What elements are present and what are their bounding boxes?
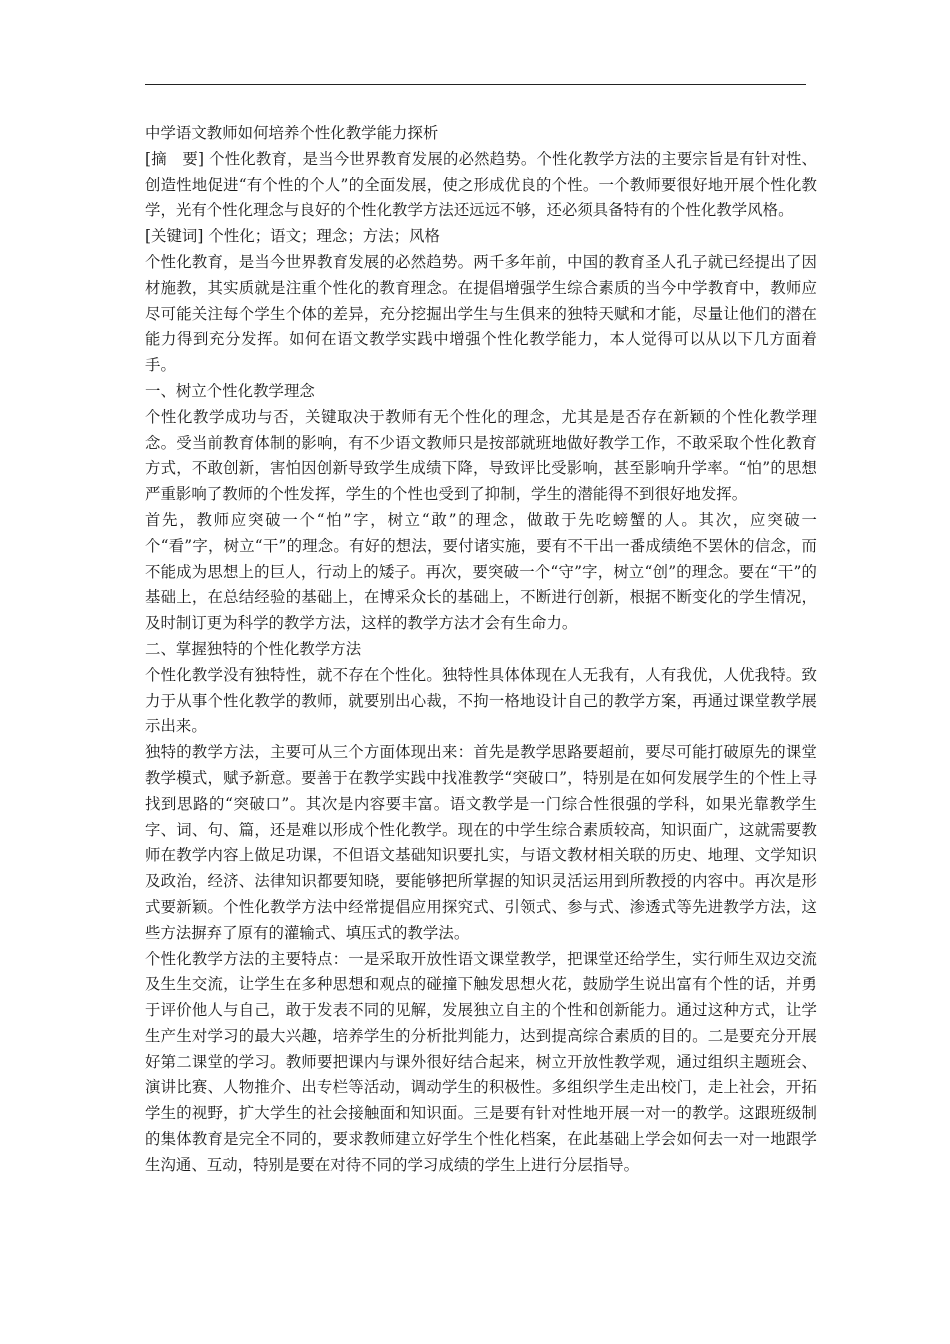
abstract-paragraph: [摘 要] 个性化教育，是当今世界教育发展的必然趋势。个性化教学方法的主要宗旨是有针对性、创造性地促进“有个性的个人”的全面发展，使之形成优良的个性。一个教师要很好地开展个性化教学，光有个性化理念与良好的个性化教学方法还远远不够，还必须具备特有的个性化教学风格。 bbox=[145, 149, 817, 220]
document-body bbox=[145, 121, 817, 1179]
document-title: 中学语文教师如何培养个性化教学能力探析 bbox=[145, 124, 439, 142]
body-paragraph: 独特的教学方法，主要可从三个方面体现出来：首先是教学思路要超前，要尽可能打破原先的课堂教学模式，赋予新意。要善于在教学实践中找准教学“突破口”，特别是在如何发展学生的个性上寻找到思路的“突破口”。其次是内容要丰富。语文教学是一门综合性很强的学科，如果光靠教学生字、词、句、篇，还是难以形成个性化教学。现在的中学生综合素质较高，知识面广，这就需要教师在教学内容上做足功课，不但语文基础知识要扎实，与语文教材相关联的历史、地理、文学知识及政治，经济、法律知识都要知晓，要能够把所掌握的知识灵活运用到所教授的内容中。再次是形式要新颖。个性化教学方法中经常提倡应用探究式、引领式、参与式、渗透式等先进教学方法，这些方法摒弃了原有的灌输式、填压式的教学法。 bbox=[145, 743, 817, 942]
body-paragraph: 个性化教学没有独特性，就不存在个性化。独特性具体体现在人无我有，人有我优，人优我特。致力于从事个性化教学的教师，就要别出心裁，不拘一格地设计自己的教学方案，再通过课堂教学展示出来。 bbox=[145, 665, 817, 736]
body-paragraph: 个性化教学方法的主要特点：一是采取开放性语文课堂教学，把课堂还给学生，实行师生双边交流及生生交流，让学生在多种思想和观点的碰撞下触发思想火花，鼓励学生说出富有个性的话，并勇于评价他人与自己，敢于发表不同的见解，发展独立自主的个性和创新能力。通过这种方式，让学生产生对学习的最大兴趣，培养学生的分析批判能力，达到提高综合素质的目的。二是要充分开展好第二课堂的学习。教师要把课内与课外很好结合起来，树立开放性教学观，通过组织主题班会、演讲比赛、人物推介、出专栏等活动，调动学生的积极性。多组织学生走出校门，走上社会，开拓学生的视野，扩大学生的社会接触面和知识面。三是要有针对性地开展一对一的教学。这跟班级制的集体教育是完全不同的，要求教师建立好学生个性化档案，在此基础上学会如何去一对一地跟学生沟通、互动，特别是要在对待不同的学习成绩的学生上进行分层指导。 bbox=[145, 949, 817, 1174]
section-heading-2: 二、掌握独特的个性化教学方法 bbox=[145, 639, 362, 658]
header-rule bbox=[145, 84, 806, 85]
body-paragraph: 个性化教学成功与否，关键取决于教师有无个性化的理念，尤其是是否存在新颖的个性化教学理念。受当前教育体制的影响，有不少语文教师只是按部就班地做好教学工作，不敢采取个性化教育方式，不敢创新，害怕因创新导致学生成绩下降，导致评比受影响，甚至影响升学率。“怕”的思想严重影响了教师的个性发挥，学生的个性也受到了抑制，学生的潜能得不到很好地发挥。 bbox=[145, 407, 817, 504]
section-heading-1: 一、树立个性化教学理念 bbox=[145, 381, 315, 400]
body-paragraph: 首先，教师应突破一个“怕”字，树立“敢”的理念，做敢于先吃螃蟹的人。其次，应突破一个“看”字，树立“干”的理念。有好的想法，要付诸实施，要有不干出一番成绩绝不罢休的信念，而不能成为思想上的巨人，行动上的矮子。再次，要突破一个“守”字，树立“创”的理念。要在“干”的基础上，在总结经验的基础上，在博采众长的基础上，不断进行创新，根据不断变化的学生情况，及时制订更为科学的教学方法，这样的教学方法才会有生命力。 bbox=[145, 510, 817, 633]
intro-paragraph: 个性化教育，是当今世界教育发展的必然趋势。两千多年前，中国的教育圣人孔子就已经提出了因材施教，其实质就是注重个性化的教育理念。在提倡增强学生综合素质的当今中学教育中，教师应尽可能关注每个学生个体的差异，充分挖掘出学生与生俱来的独特天赋和才能，尽量让他们的潜在能力得到充分发挥。如何在语文教学实践中增强个性化教学能力，本人觉得可以从以下几方面着手。 bbox=[145, 252, 817, 375]
keywords-line: [关键词] 个性化；语文；理念；方法；风格 bbox=[145, 227, 440, 246]
